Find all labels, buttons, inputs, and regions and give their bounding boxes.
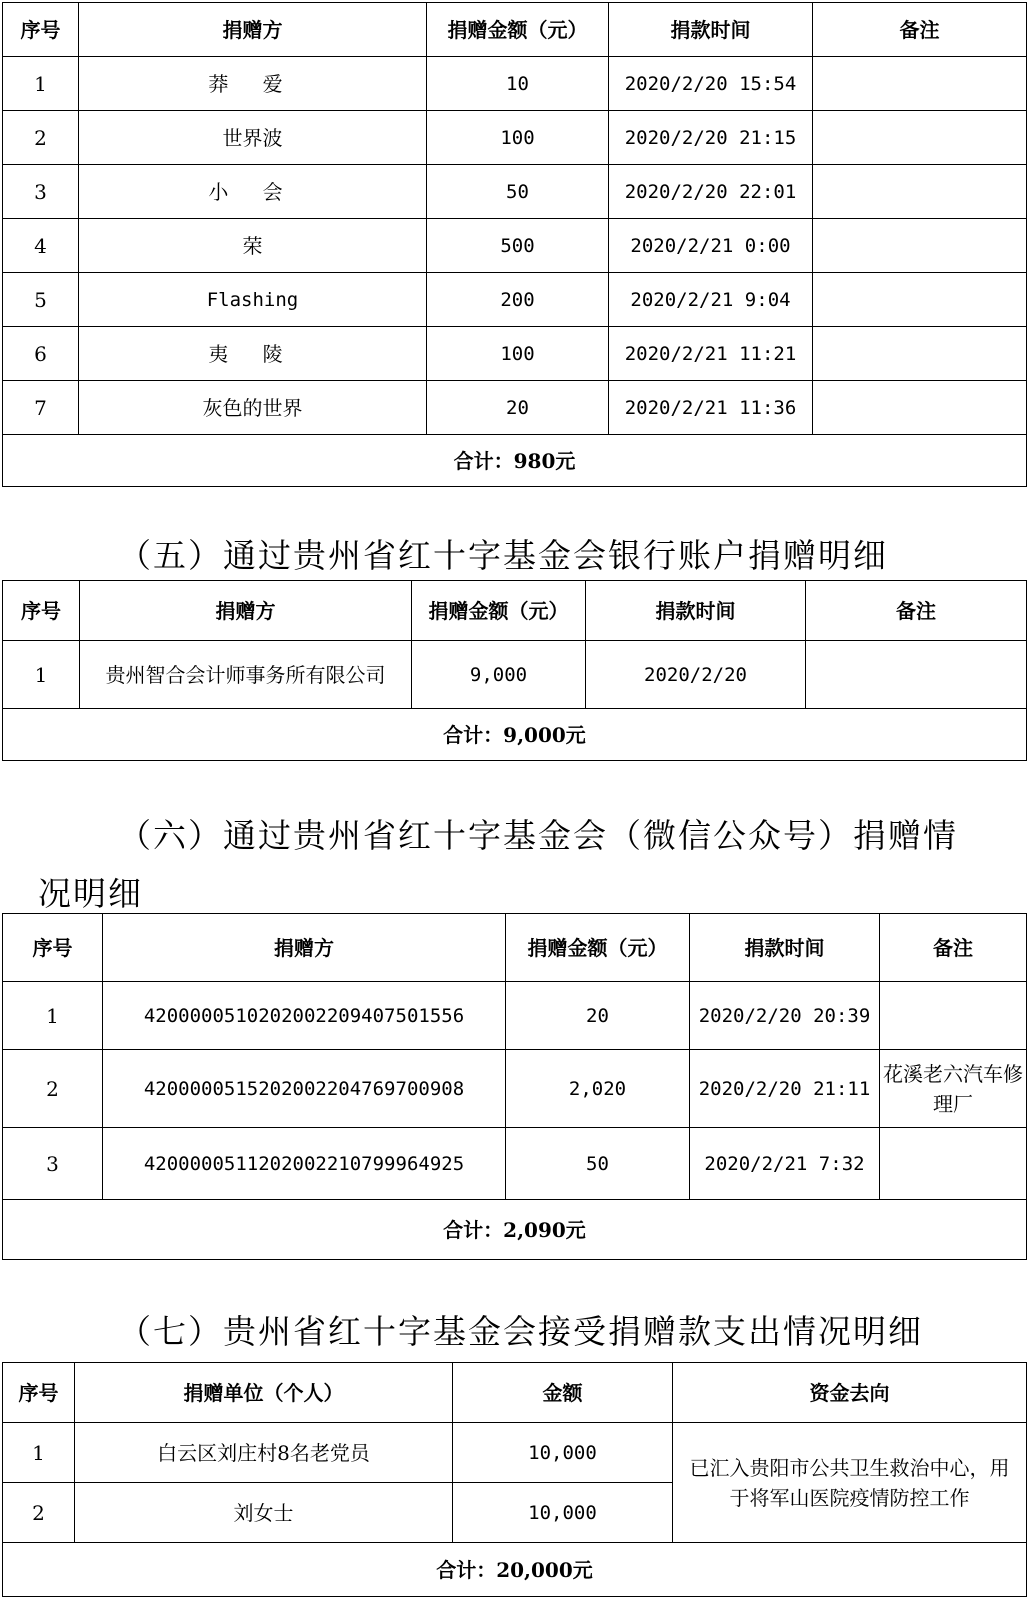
cell-no: 5 <box>3 273 79 327</box>
total-row: 合计：20,000元 <box>3 1543 1027 1597</box>
table-row <box>3 57 1027 111</box>
table-row <box>3 327 1027 381</box>
cell-donor: 4200000515202002204769700908 <box>103 1050 506 1128</box>
cell-amount: 20 <box>427 381 609 435</box>
cell-no: 1 <box>3 57 79 111</box>
cell-amount: 200 <box>427 273 609 327</box>
header-note: 备注 <box>806 581 1027 641</box>
cell-no: 6 <box>3 327 79 381</box>
header-usage: 资金去向 <box>673 1363 1027 1423</box>
cell-donor: 莽 爱 <box>79 57 427 111</box>
header-no: 序号 <box>3 3 79 57</box>
table-row <box>3 381 1027 435</box>
cell-amount: 9,000 <box>412 641 586 709</box>
cell-donor: 4200000511202002210799964925 <box>103 1128 506 1200</box>
cell-amount: 100 <box>427 111 609 165</box>
header-donor: 捐赠方 <box>103 914 506 982</box>
donation-table-2 <box>2 580 1027 761</box>
table-row <box>3 111 1027 165</box>
cell-donor: 世界波 <box>79 111 427 165</box>
cell-no: 1 <box>3 1423 75 1483</box>
cell-amount: 500 <box>427 219 609 273</box>
cell-time: 2020/2/21 9:04 <box>609 273 813 327</box>
cell-no: 1 <box>3 641 80 709</box>
header-donor: 捐赠方 <box>80 581 412 641</box>
table-row <box>3 641 1027 709</box>
cell-time: 2020/2/21 11:36 <box>609 381 813 435</box>
donation-table-3 <box>2 913 1027 1260</box>
cell-time: 2020/2/21 7:32 <box>690 1128 880 1200</box>
cell-note <box>813 165 1027 219</box>
cell-no: 7 <box>3 381 79 435</box>
cell-donor: 荣 <box>79 219 427 273</box>
header-amount: 捐赠金额（元） <box>506 914 690 982</box>
cell-no: 4 <box>3 219 79 273</box>
table-row <box>3 1128 1027 1200</box>
cell-note <box>880 1128 1027 1200</box>
cell-note <box>813 327 1027 381</box>
header-unit: 捐赠单位（个人） <box>75 1363 453 1423</box>
cell-note <box>806 641 1027 709</box>
total-row: 合计：980元 <box>3 435 1027 487</box>
cell-donor: Flashing <box>79 273 427 327</box>
expense-table <box>2 1362 1027 1597</box>
cell-amount: 10 <box>427 57 609 111</box>
header-note: 备注 <box>880 914 1027 982</box>
cell-donor: 贵州智合会计师事务所有限公司 <box>80 641 412 709</box>
header-amount: 捐赠金额（元） <box>427 3 609 57</box>
table-row <box>3 1050 1027 1128</box>
cell-time: 2020/2/21 11:21 <box>609 327 813 381</box>
table-row <box>3 1423 1027 1483</box>
header-amount: 捐赠金额（元） <box>412 581 586 641</box>
cell-donor: 小 会 <box>79 165 427 219</box>
cell-donor: 4200000510202002209407501556 <box>103 982 506 1050</box>
cell-no: 3 <box>3 165 79 219</box>
cell-note: 花溪老六汽车修理厂 <box>880 1050 1027 1128</box>
table-row <box>3 165 1027 219</box>
cell-no: 1 <box>3 982 103 1050</box>
section-heading-6-line2: 况明细 <box>38 874 143 913</box>
header-amount: 金额 <box>453 1363 673 1423</box>
cell-usage: 已汇入贵阳市公共卫生救治中心，用于将军山医院疫情防控工作 <box>673 1423 1027 1543</box>
header-note: 备注 <box>813 3 1027 57</box>
header-no: 序号 <box>3 1363 75 1423</box>
cell-no: 2 <box>3 1050 103 1128</box>
cell-time: 2020/2/20 22:01 <box>609 165 813 219</box>
cell-unit: 刘女士 <box>75 1483 453 1543</box>
table-row <box>3 982 1027 1050</box>
section-heading-7: （七）贵州省红十字基金会接受捐赠款支出情况明细 <box>118 1312 923 1351</box>
cell-amount: 50 <box>427 165 609 219</box>
cell-note <box>813 57 1027 111</box>
cell-amount: 20 <box>506 982 690 1050</box>
cell-time: 2020/2/20 20:39 <box>690 982 880 1050</box>
header-no: 序号 <box>3 581 80 641</box>
cell-amount: 100 <box>427 327 609 381</box>
cell-time: 2020/2/20 21:15 <box>609 111 813 165</box>
cell-amount: 2,020 <box>506 1050 690 1128</box>
cell-time: 2020/2/20 <box>586 641 806 709</box>
cell-amount: 10,000 <box>453 1483 673 1543</box>
cell-note <box>813 111 1027 165</box>
table-row <box>3 219 1027 273</box>
total-row: 合计：2,090元 <box>3 1200 1027 1260</box>
cell-note <box>813 273 1027 327</box>
header-time: 捐款时间 <box>690 914 880 982</box>
cell-note <box>813 381 1027 435</box>
cell-time: 2020/2/20 21:11 <box>690 1050 880 1128</box>
cell-no: 2 <box>3 111 79 165</box>
cell-no: 2 <box>3 1483 75 1543</box>
header-time: 捐款时间 <box>609 3 813 57</box>
total-row: 合计：9,000元 <box>3 709 1027 761</box>
header-time: 捐款时间 <box>586 581 806 641</box>
cell-unit: 白云区刘庄村8名老党员 <box>75 1423 453 1483</box>
cell-time: 2020/2/20 15:54 <box>609 57 813 111</box>
cell-time: 2020/2/21 0:00 <box>609 219 813 273</box>
cell-amount: 50 <box>506 1128 690 1200</box>
cell-note <box>880 982 1027 1050</box>
section-heading-6-line1: （六）通过贵州省红十字基金会（微信公众号）捐赠情 <box>118 816 958 855</box>
donation-table-1 <box>2 2 1027 487</box>
section-heading-5: （五）通过贵州省红十字基金会银行账户捐赠明细 <box>118 536 888 575</box>
cell-note <box>813 219 1027 273</box>
cell-amount: 10,000 <box>453 1423 673 1483</box>
cell-no: 3 <box>3 1128 103 1200</box>
cell-donor: 灰色的世界 <box>79 381 427 435</box>
header-donor: 捐赠方 <box>79 3 427 57</box>
table-row <box>3 273 1027 327</box>
header-no: 序号 <box>3 914 103 982</box>
cell-donor: 夷 陵 <box>79 327 427 381</box>
